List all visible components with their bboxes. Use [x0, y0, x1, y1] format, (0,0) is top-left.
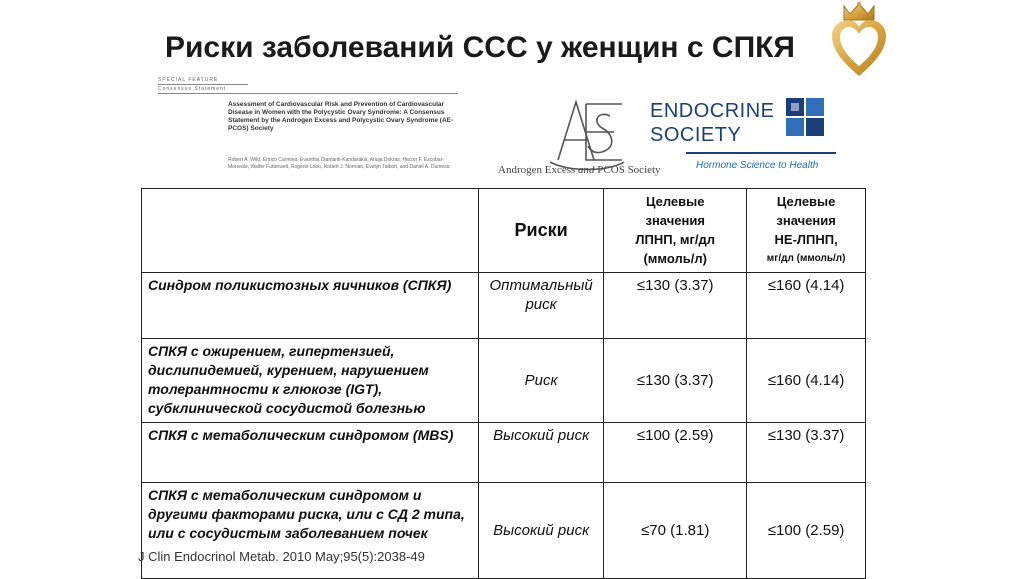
risk-table [141, 188, 866, 579]
header-ldl-line3: ЛПНП, мг/дл [635, 232, 715, 247]
row-risk: Риск [479, 339, 604, 423]
row-condition: Синдром поликистозных яичников (СПКЯ) [142, 273, 479, 339]
header-ldl-line4: (ммоль/л) [643, 251, 707, 266]
row-condition: СПКЯ с метаболическим синдромом и другими факторами риска, или с СД 2 типа, или с сосудистым заболеванием почек [142, 483, 479, 579]
endocrine-tagline: Hormone Science to Health [696, 160, 819, 171]
crown-heart-icon [830, 0, 888, 80]
endocrine-society-logo [650, 98, 840, 178]
row-nonhdl: ≤160 (4.14) [747, 339, 866, 423]
row-nonhdl: ≤100 (2.59) [747, 483, 866, 579]
citation: J Clin Endocrinol Metab. 2010 May;95(5):2038-49 [138, 549, 425, 564]
paper-rule [158, 84, 248, 85]
header-ldl-line2: значения [645, 213, 705, 228]
paper-authors: Robert A. Wild, Enrico Carmina, Evanthia Diamanti-Kandarakis, Anuja Dokras, Hector F. Escobar-Morreale, Walter Futterweit, Rogerio Lobo, Robert J. Norman, Evelyn Talbott, and Daniel A. Dumesic [228, 157, 451, 170]
paper-thumbnail [150, 75, 454, 185]
row-risk: Оптимальный риск [479, 273, 604, 339]
paper-section-label: SPECIAL FEATURE [158, 77, 219, 83]
header-nonhdl-line1: Целевые [776, 194, 836, 209]
endocrine-line2: SOCIETY [650, 124, 742, 146]
row-ldl: ≤70 (1.81) [604, 483, 747, 579]
table-row [142, 423, 866, 483]
table-row [142, 339, 866, 423]
table-row [142, 273, 866, 339]
header-ldl [604, 189, 747, 273]
paper-subsection-label: Consensus Statement [158, 86, 227, 92]
ae-pcos-caption-part3: PCOS Society [597, 164, 661, 176]
endocrine-grid-icon [786, 98, 826, 138]
row-condition: СПКЯ с ожирением, гипертензией, дислипидемией, курением, нарушением толерантности к глюкозе (IGT), субклинической сосудистой болезнью [142, 339, 479, 423]
row-risk: Высокий риск [479, 483, 604, 579]
row-ldl: ≤130 (3.37) [604, 339, 747, 423]
row-ldl: ≤100 (2.59) [604, 423, 747, 483]
header-nonhdl-line2: значения [776, 213, 836, 228]
slide-title: Риски заболеваний ССС у женщин с СПКЯ [164, 31, 795, 64]
header-ldl-line1: Целевые [645, 194, 705, 209]
endocrine-divider [686, 150, 836, 156]
table-row [142, 483, 866, 579]
row-nonhdl: ≤130 (3.37) [747, 423, 866, 483]
header-risk-label: Риски [514, 220, 568, 240]
row-condition: СПКЯ с метаболическим синдромом (MBS) [142, 423, 479, 483]
endocrine-line1: ENDOCRINE [650, 100, 775, 122]
paper-rule [158, 93, 458, 94]
header-nonhdl [747, 189, 866, 273]
ae-pcos-caption-part2: and [578, 164, 595, 176]
row-nonhdl: ≤160 (4.14) [747, 273, 866, 339]
header-nonhdl-line3: НЕ-ЛПНП, [774, 232, 838, 247]
row-ldl: ≤130 (3.37) [604, 273, 747, 339]
ae-pcos-caption [498, 164, 661, 176]
table-header-row [142, 189, 866, 273]
header-risk [479, 189, 604, 273]
header-nonhdl-line4: мг/дл (ммоль/л) [766, 253, 846, 264]
ae-pcos-caption-part1: Androgen Excess [498, 164, 576, 176]
row-risk: Высокий риск [479, 423, 604, 483]
header-empty-cell [142, 189, 479, 273]
paper-title: Assessment of Cardiovascular Risk and Prevention of Cardiovascular Disease in Women with the Polycystic Ovary Syndrome: A Consensus Statement by the Androgen Excess and Polycystic Ovary Syndrome (AE-PCOS) Society [228, 101, 454, 132]
